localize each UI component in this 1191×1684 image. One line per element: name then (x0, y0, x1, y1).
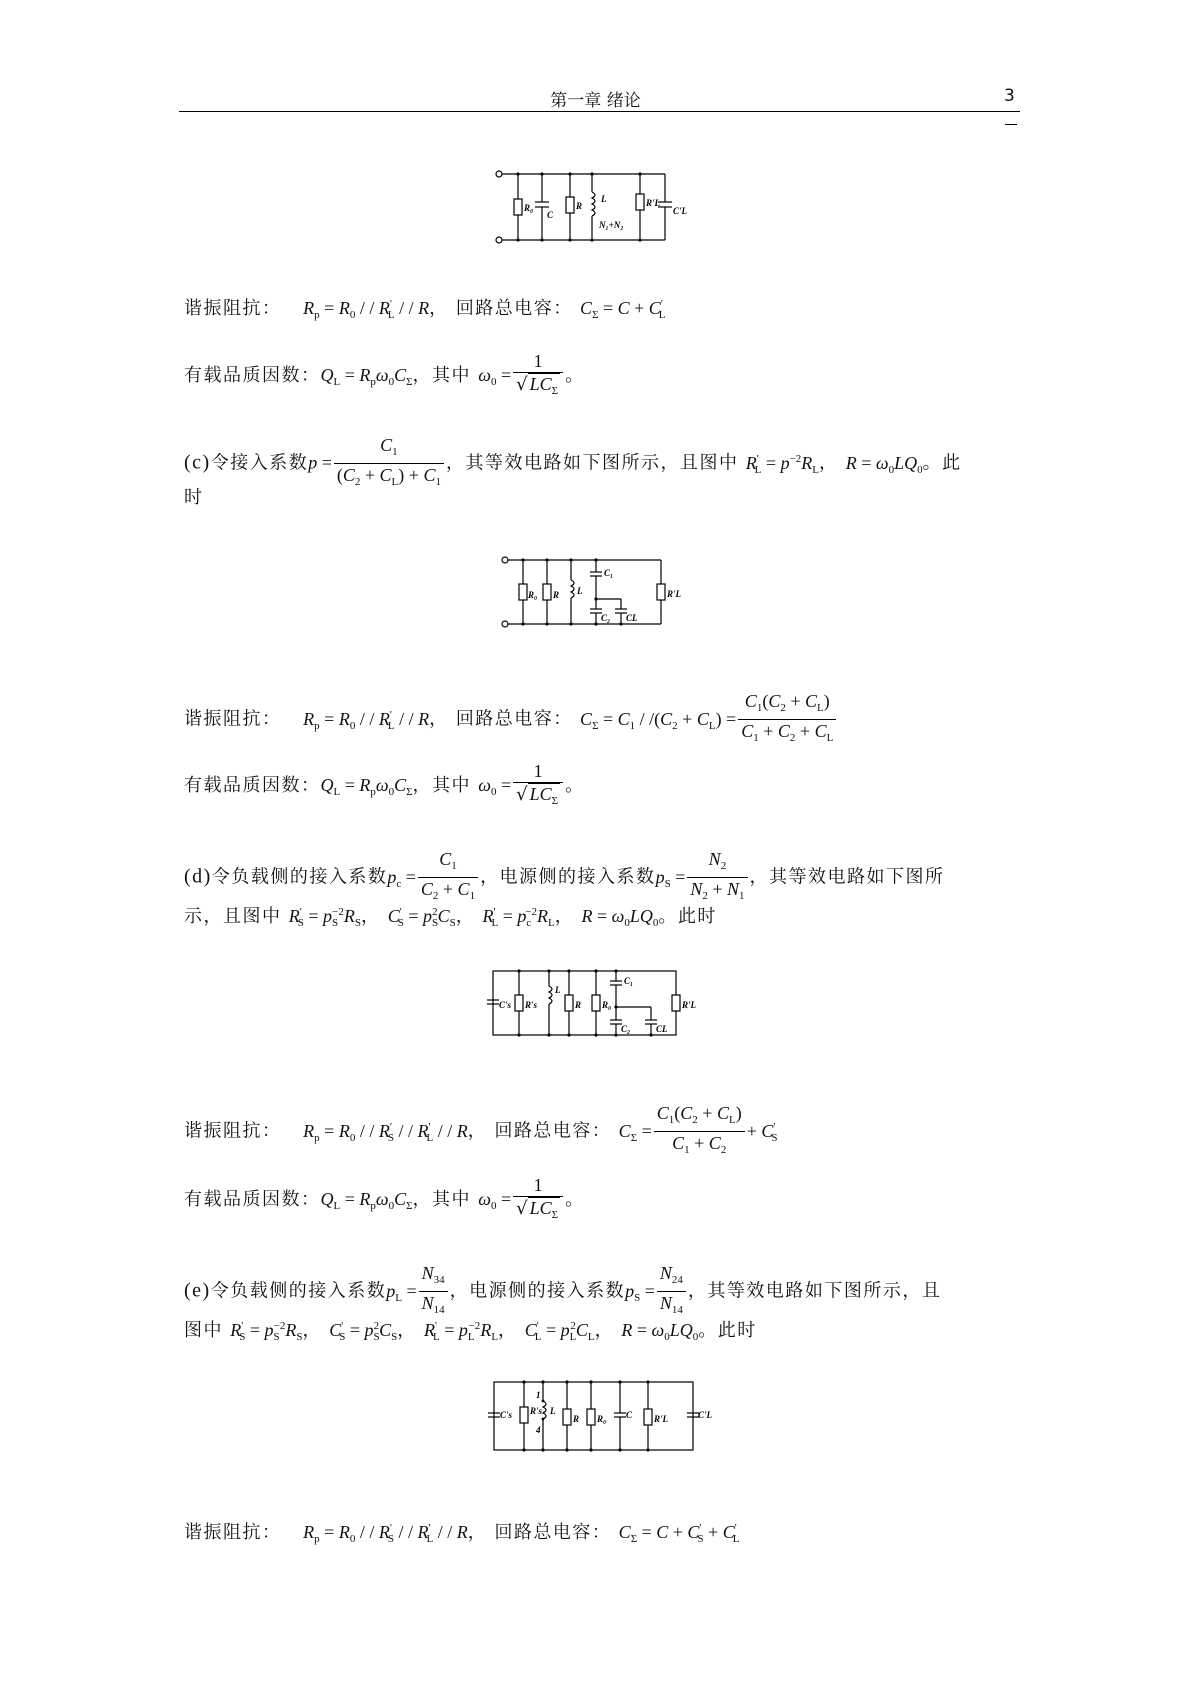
circuit-label: R'L (654, 1414, 669, 1424)
circuit-label: C's (499, 1000, 512, 1010)
label-res: 谐振阻抗： (184, 708, 282, 730)
circuit-label: R₀ (602, 1000, 612, 1010)
circuit-diagram-1 (495, 168, 705, 248)
header-rule (179, 111, 1020, 112)
paragraph-c: (c)令接入系数p = $\frac{C_1}{(C_2 + C_L) + C_1}$ ，其等效电路如下图所示，且图中 $R'_L = p^{-2}R_L$， $R = \omega_0LQ_0$。此 (184, 435, 962, 488)
page-number: 3 (1004, 86, 1015, 106)
label-cap: 回路总电容： (494, 1522, 612, 1543)
ci-shi: 。此时 (658, 906, 717, 927)
paragraph-e-line2: 图中 $R'_S = p_S^{-2}R_S$， $C'_S = p_S^2C_S$， $R'_L = p_L^{-2}R_L$， $C'_L = p_L^2C_L$， $R = \omega_0LQ_0$。此时 (184, 1320, 757, 1343)
circuit-label: C₁ (604, 568, 614, 578)
circuit-label: C (626, 1410, 633, 1420)
resonance-impedance-e: 谐振阻抗： $R_p = R_0$ / / $R'_S$ / / $R'_L$ / / R， 回路总电容： $C_\Sigma = C + C'_S + C'_L$ (184, 1522, 740, 1545)
c-continuation: 时 (184, 487, 204, 508)
quality-factor-c: 有载品质因数：$Q_L = R_p\omega_0C_\Sigma$，其中 $\omega_0$ = $\frac{1}{√ LC_\Sigma}$ 。 (184, 761, 585, 807)
circuit-label: C (547, 210, 554, 220)
c-mid: ，其等效电路如下图所示，且图中 (445, 452, 739, 474)
circuit-label: N₁+N₂ (599, 220, 624, 230)
marker-e: (e) (184, 1279, 211, 1302)
circuit-label: R'L (667, 589, 682, 599)
circuit-label: R (576, 201, 583, 211)
circuit-label: L (577, 586, 583, 596)
quality-factor-b: 有载品质因数：$Q_L = R_p\omega_0C_\Sigma$，其中 $\omega_0$ = $\frac{1}{√ LC_\Sigma}$ 。 (184, 351, 585, 397)
label-q: 有载品质因数： (184, 365, 321, 386)
circuit-label: L (550, 1406, 556, 1416)
e-tail: ，其等效电路如下图所示，且 (687, 1280, 942, 1302)
circuit-label: CL (626, 613, 638, 623)
circuit-label: R₀ (524, 203, 534, 213)
circuit-label: C₂ (621, 1024, 631, 1034)
label-qizhong: 其中 (432, 775, 472, 796)
circuit-label: C'L (698, 1410, 713, 1420)
label-res: 谐振阻抗： (184, 1522, 282, 1543)
circuit-label: C₁ (624, 976, 634, 986)
d-tail: ，其等效电路如下图所 (749, 866, 945, 888)
circuit-label: R'L (682, 1000, 697, 1010)
circuit-diagram-3 (483, 966, 713, 1042)
c-tail: 。此 (922, 452, 962, 474)
d-intro: 令负载侧的接入系数 (211, 866, 388, 888)
circuit-diagram-4 (484, 1377, 719, 1457)
label-qizhong: 其中 (432, 1189, 472, 1210)
chapter-title: 第一章 绪论 (550, 91, 641, 111)
circuit-label: R₀ (528, 590, 538, 600)
resonance-impedance-d: 谐振阻抗： $R_p = R_0$ / / $R'_S$ / / $R'_L$ / / R， 回路总电容： $C_\Sigma$ = $\frac{C_1(C_2 + C_L)}{C_1 + C_2}$ + $C'_S$ (184, 1103, 778, 1156)
marker-c: (c) (184, 451, 211, 474)
circuit-label: L (601, 194, 607, 204)
circuit-diagram-2 (501, 555, 691, 630)
label-q: 有载品质因数： (184, 775, 321, 796)
circuit-label: R's (530, 1406, 543, 1416)
label-cap: 回路总电容： (455, 708, 573, 730)
marker-d: (d) (184, 865, 212, 888)
e-intro: 令负载侧的接入系数 (210, 1280, 387, 1302)
paragraph-e: (e)令负载侧的接入系数$p_L$ = $\frac{N_{34}}{N_{14}}$ ，电源侧的接入系数$p_S$ = $\frac{N_{24}}{N_{14}}$ ，其等效电路如下图所示，且 (184, 1263, 942, 1316)
circuit-label: CL (656, 1024, 668, 1034)
resonance-impedance-c: 谐振阻抗： $R_p = R_0$ / / $R'_L$ / / R， 回路总电容： $C_\Sigma = C_1 / /(C_2 + C_L)$ = $\frac{C_1(C_2 + C_L)}{C_1 + C_2 + C_L}$ (184, 690, 838, 749)
circuit-label: 4 (536, 1425, 541, 1435)
label-res: 谐振阻抗： (184, 298, 282, 319)
label-cap: 回路总电容： (455, 298, 573, 319)
circuit-label: R₀ (597, 1414, 607, 1424)
d-mid: ，电源侧的接入系数 (480, 866, 656, 888)
circuit-label: C'L (673, 206, 688, 216)
quality-factor-d: 有载品质因数：$Q_L = R_p\omega_0C_\Sigma$，其中 $\omega_0$ = $\frac{1}{√ LC_\Sigma}$ 。 (184, 1175, 585, 1221)
header-dash (1005, 124, 1017, 125)
paragraph-d: (d)令负载侧的接入系数$p_c$ = $\frac{C_1}{C_2 + C_1}$ ，电源侧的接入系数$p_S$ = $\frac{N_2}{N_2 + N_1}$ ，其等效电路如下图所 (184, 849, 945, 902)
paragraph-d-line2: 示，且图中 $R'_S = p_S^{-2}R_S$， $C'_S = p_S^2C_S$， $R'_L = p_c^{-2}R_L$， $R = \omega_0LQ_0$。此时 (184, 906, 717, 929)
circuit-label: L (555, 985, 561, 995)
label-cap: 回路总电容： (494, 1120, 612, 1142)
d-line2: 示，且图中 (184, 906, 282, 927)
label-qizhong: 其中 (432, 365, 472, 386)
e-line2: 图中 (184, 1320, 223, 1341)
circuit-label: 1 (536, 1390, 541, 1400)
circuit-label: R (575, 1000, 582, 1010)
circuit-label: C₂ (601, 613, 611, 623)
label-res: 谐振阻抗： (184, 1120, 282, 1142)
circuit-label: C's (500, 1410, 513, 1420)
circuit-label: R (573, 1414, 580, 1424)
c-intro: 令接入系数 (210, 452, 309, 474)
e-mid: ，电源侧的接入系数 (449, 1280, 626, 1302)
circuit-label: R'L (646, 198, 661, 208)
label-q: 有载品质因数： (184, 1189, 321, 1210)
ci-shi: 。此时 (698, 1320, 757, 1341)
resonance-impedance-b: 谐振阻抗： $R_p = R_0$ / / $R'_L$ / / R， 回路总电容： $C_\Sigma = C + C'_L$ (184, 298, 666, 321)
circuit-label: R's (525, 1000, 538, 1010)
circuit-label: R (553, 590, 560, 600)
